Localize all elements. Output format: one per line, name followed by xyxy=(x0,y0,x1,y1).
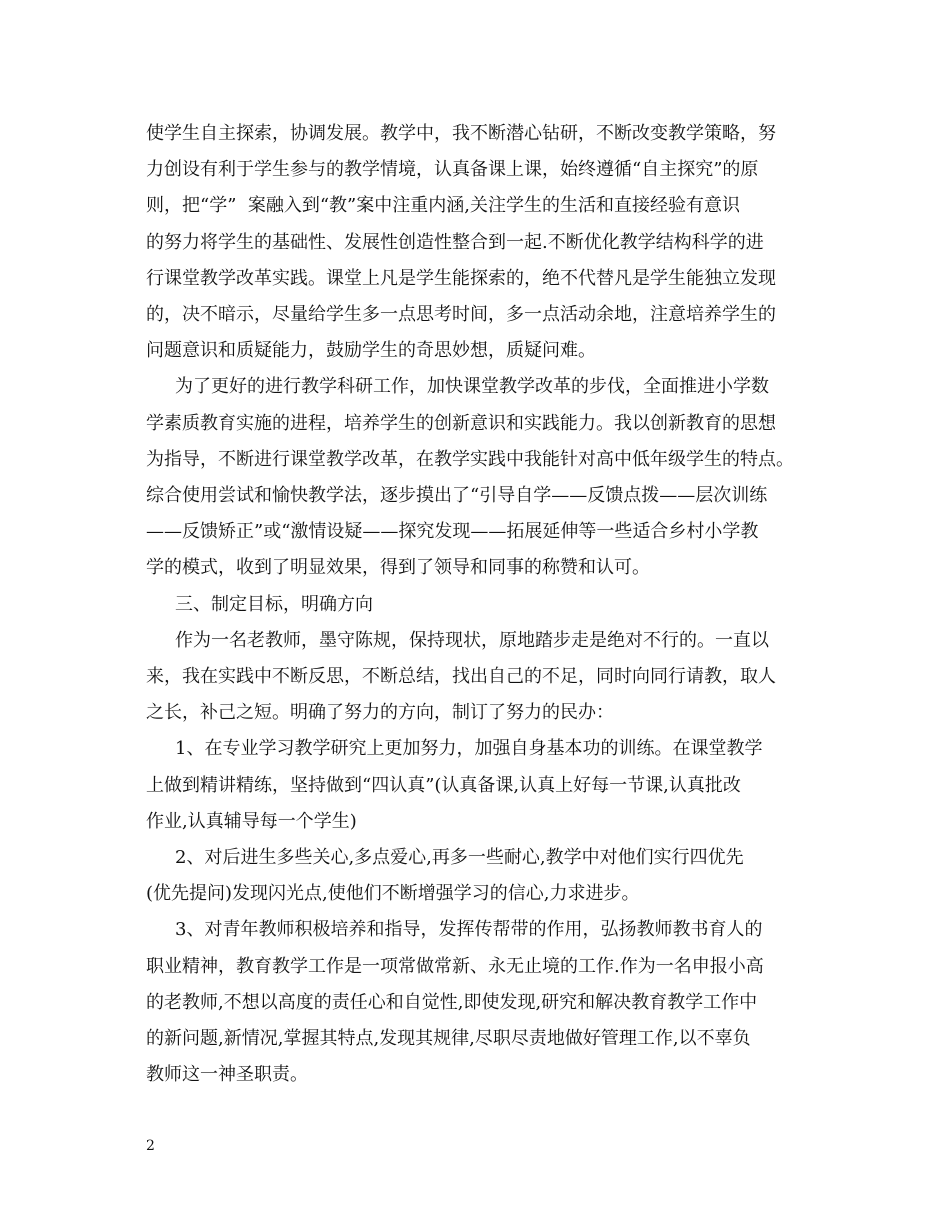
text-line: 1、在专业学习教学研究上更加努力，加强自身基本功的训练。在课堂教学 xyxy=(175,738,763,760)
text-line: 使学生自主探索，协调发展。教学中，我不断潜心钻研，不断改变教学策略，努 xyxy=(146,123,776,144)
text-line: 学的模式，收到了明显效果，得到了领导和同事的称赞和认可。 xyxy=(146,557,650,579)
text-line: 上做到精讲精练，坚持做到“四认真”(认真备课,认真上好每一节课,认真批改 xyxy=(146,774,741,796)
text-line: 的努力将学生的基础性、发展性创造性整合到一起.不断优化教学结构科学的进 xyxy=(146,231,764,253)
text-line: 2、对后进生多些关心,多点爱心,再多一些耐心,教学中对他们实行四优先 xyxy=(175,847,744,869)
text-line: (优先提问)发现闪光点,使他们不断增强学习的信心,力求进步。 xyxy=(146,883,640,905)
text-line: ——反馈矫正”或“激情设疑——探究发现——拓展延伸等一些适合乡村小学教 xyxy=(146,521,759,543)
text-line: 3、对青年教师积极培养和指导，发挥传帮带的作用，弘扬教师教书育人的 xyxy=(175,919,763,941)
text-line: 的新问题,新情况,掌握其特点,发现其规律,尽职尽责地做好管理工作,以不辜负 xyxy=(146,1028,751,1050)
document-body xyxy=(146,116,818,1093)
text-line: 则，把“学” 案融入到“教”案中注重内涵,关注学生的生活和直接经验有意识 xyxy=(146,195,740,217)
text-line: 三、制定目标，明确方向 xyxy=(175,593,373,615)
text-line: 综合使用尝试和愉快教学法，逐步摸出了“引导自学——反馈点拨——层次训练 xyxy=(146,485,768,507)
page-number: 2 xyxy=(146,1138,155,1154)
text-line: 问题意识和质疑能力，鼓励学生的奇思妙想，质疑问难。 xyxy=(146,340,596,362)
text-line: 行课堂教学改革实践。课堂上凡是学生能探索的，绝不代替凡是学生能独立发现 xyxy=(146,267,776,289)
text-line: 教师这一神圣职责。 xyxy=(146,1064,308,1086)
text-line: 职业精神，教育教学工作是一项常做常新、永无止境的工作.作为一名申报小高 xyxy=(146,955,764,977)
text-line: 的，决不暗示，尽量给学生多一点思考时间，多一点活动余地，注意培养学生的 xyxy=(146,304,776,326)
text-line: 学素质教育实施的进程，培养学生的创新意识和实践能力。我以创新教育的思想 xyxy=(146,412,776,434)
text-line: 来，我在实践中不断反思，不断总结，找出自己的不足，同时向同行请教，取人 xyxy=(146,666,776,688)
body-text xyxy=(146,116,818,1093)
text-line: 为了更好的进行教学科研工作，加快课堂教学改革的步伐，全面推进小学数 xyxy=(175,376,769,398)
text-line: 作业,认真辅导每一个学生) xyxy=(146,810,357,832)
text-line: 的老教师,不想以高度的责任心和自觉性,即使发现,研究和解决教育教学工作中 xyxy=(146,991,758,1013)
text-line: 为指导，不断进行课堂教学改革，在教学实践中我能针对高中低年级学生的特点。 xyxy=(146,448,794,470)
text-line: 力创设有利于学生参与的教学情境，认真备课上课，始终遵循“自主探究”的原 xyxy=(146,159,759,181)
text-line: 作为一名老教师，墨守陈规，保持现状，原地踏步走是绝对不行的。一直以 xyxy=(175,629,769,651)
text-line: 之长，补己之短。明确了努力的方向，制订了努力的民办： xyxy=(146,702,614,724)
